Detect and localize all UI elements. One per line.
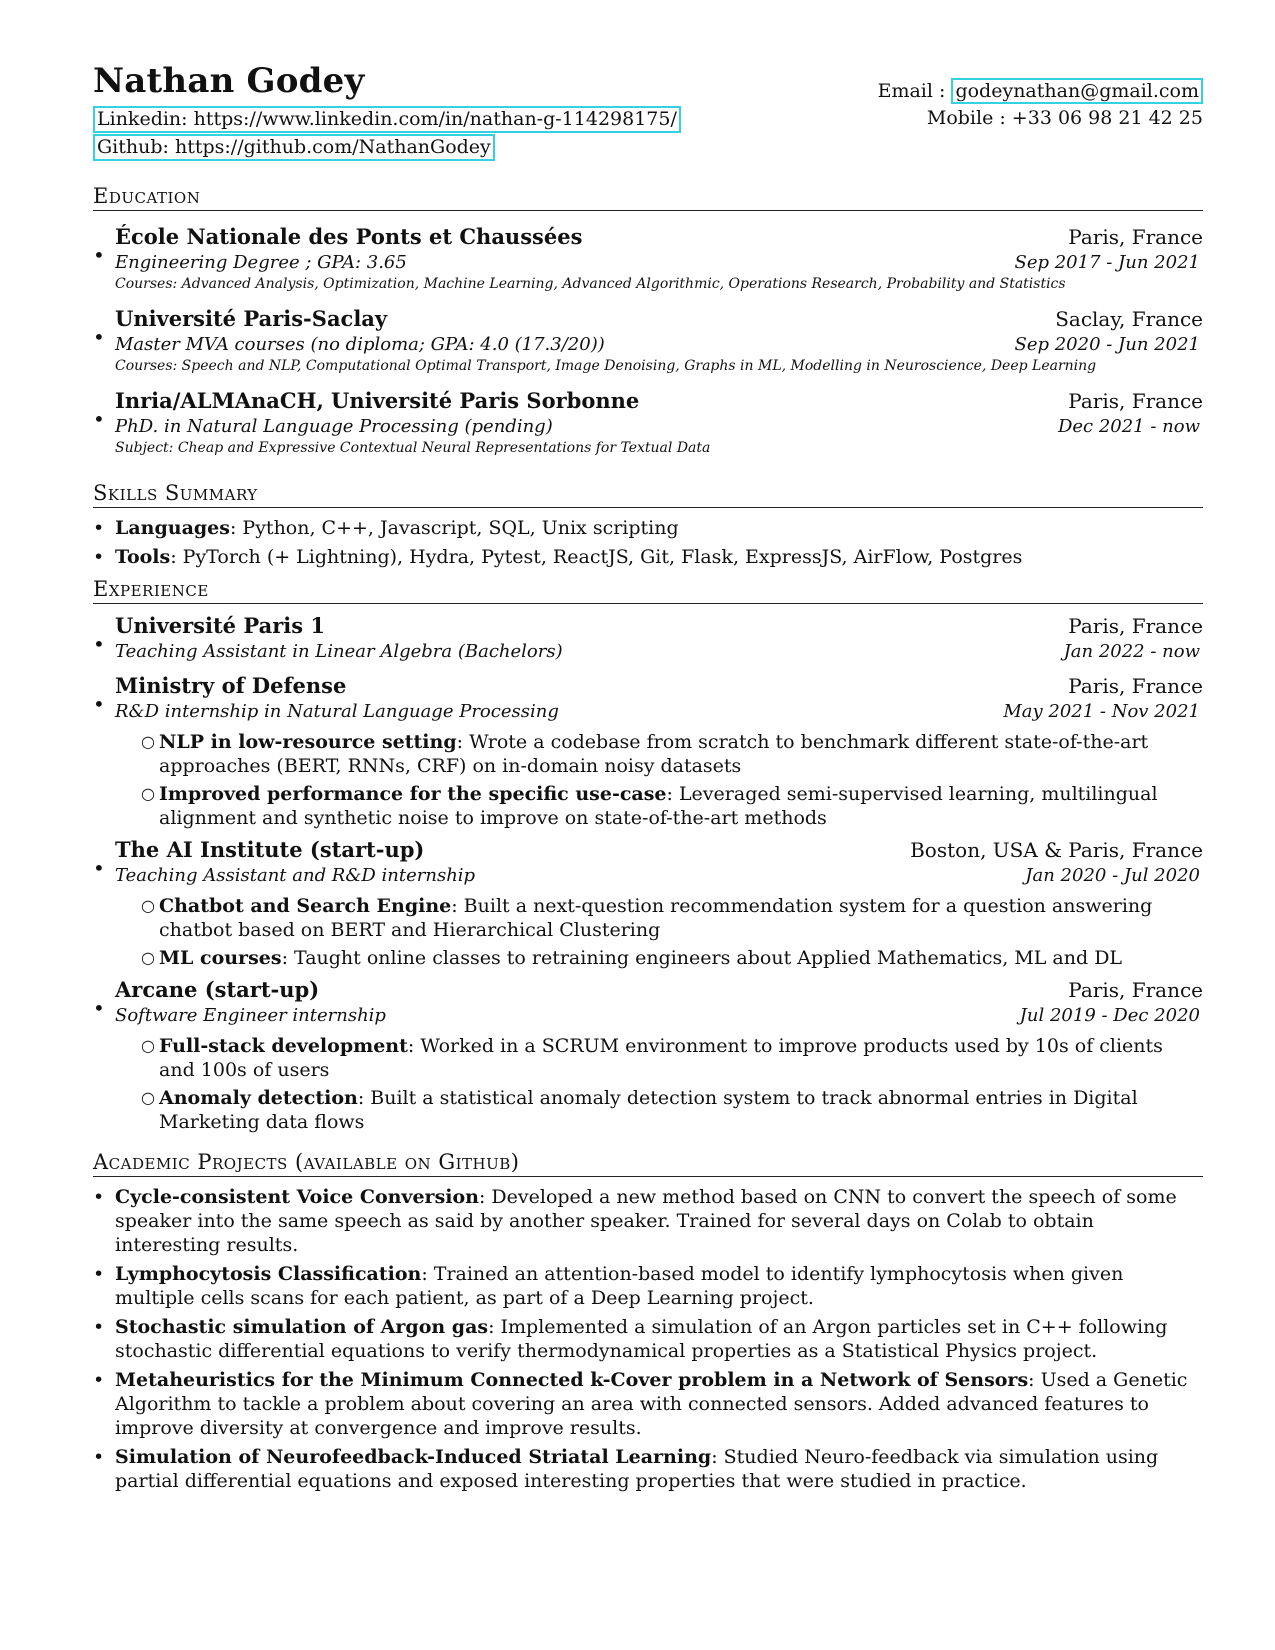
location: Paris, France [1068, 225, 1203, 249]
institution-name: Inria/ALMAnaCH, Université Paris Sorbonne [115, 388, 640, 413]
institution-name: Université Paris-Saclay [115, 306, 388, 331]
email-link[interactable]: godeynathan@gmail.com [951, 78, 1203, 104]
dates: Dec 2021 - now [1057, 416, 1200, 437]
project-text: : Developed a new method based on CNN to convert the speech of some speaker into the same speech as said by another speaker. Trained for several days on Colab to obtain interesting results. [115, 1186, 1177, 1256]
courses-note: Courses: Advanced Analysis, Optimization, Machine Learning, Advanced Algorithmic, Operations Research, Probability and Statistics [115, 276, 1066, 292]
degree: Engineering Degree ; GPA: 3.65 [115, 252, 407, 273]
skill-label: Languages [115, 517, 230, 539]
experience-entry [93, 612, 1203, 664]
location: Paris, France [1068, 674, 1203, 698]
project-text: : Used a Genetic Algorithm to tackle a problem about covering an area with connected sensors. Added advanced features to improve diversity at convergence and improve results. [115, 1369, 1188, 1439]
institution-name: École Nationale des Ponts et Chaussées [115, 224, 583, 249]
role: R&D internship in Natural Language Processing [115, 701, 559, 722]
bullet-icon: • [93, 1316, 105, 1338]
bullet-icon: • [93, 517, 105, 539]
education-entry [93, 387, 1203, 457]
employer-name: The AI Institute (start-up) [115, 837, 425, 862]
location: Paris, France [1068, 614, 1203, 638]
list-item [93, 1262, 1203, 1310]
bullet-icon: • [93, 243, 105, 267]
bullet-icon: • [93, 546, 105, 568]
bullet-label: Full-stack development [159, 1035, 408, 1057]
dates: Jan 2020 - Jul 2020 [1025, 865, 1200, 886]
projects-list [93, 1185, 1203, 1493]
list-item [141, 782, 1203, 830]
bullet-icon: • [93, 692, 105, 716]
resume-header [93, 62, 1203, 164]
circle-bullet-icon: ○ [141, 732, 155, 751]
experience-entry [93, 976, 1203, 1028]
location: Boston, USA & Paris, France [910, 838, 1203, 862]
role: Teaching Assistant and R&D internship [115, 865, 476, 886]
circle-bullet-icon: ○ [141, 896, 155, 915]
experience-entry [93, 672, 1203, 724]
bullet-icon: • [93, 1369, 105, 1391]
bullet-label: Chatbot and Search Engine [159, 895, 452, 917]
contact-block [878, 78, 1203, 132]
project-label: Simulation of Neurofeedback-Induced Striatal Learning [115, 1446, 712, 1468]
list-item [93, 516, 1203, 540]
skill-text: : PyTorch (+ Lightning), Hydra, Pytest, ReactJS, Git, Flask, ExpressJS, AirFlow, Postgres [170, 546, 1023, 568]
skills-list [93, 516, 1203, 569]
location: Paris, France [1068, 389, 1203, 413]
dates: May 2021 - Nov 2021 [1003, 701, 1200, 722]
skill-text: : Python, C++, Javascript, SQL, Unix scripting [229, 517, 679, 539]
circle-bullet-icon: ○ [141, 1036, 155, 1055]
bullet-text: : Leveraged semi-supervised learning, multilingual alignment and synthetic noise to improve on state-of-the-art methods [159, 783, 1158, 829]
project-label: Lymphocytosis Classification [115, 1263, 422, 1285]
list-item [141, 730, 1203, 778]
project-text: : Studied Neuro-feedback via simulation using partial differential equations and exposed interesting properties that were studied in practice. [115, 1446, 1159, 1492]
project-text: : Trained an attention-based model to identify lymphocytosis when given multiple cells scans for each patient, as part of a Deep Learning project. [115, 1263, 1124, 1309]
bullet-label: Improved performance for the specific use-case [159, 783, 667, 805]
list-item [141, 946, 1203, 970]
list-item [93, 545, 1203, 569]
mobile-line: Mobile : +33 06 98 21 42 25 [926, 107, 1203, 129]
bullet-icon: • [93, 856, 105, 880]
location: Paris, France [1068, 978, 1203, 1002]
bullet-label: ML courses [159, 947, 282, 969]
experience-heading: Experience [93, 577, 1203, 604]
bullet-text: : Built a next-question recommendation system for a question answering chatbot based on BERT and Hierarchical Clustering [159, 895, 1153, 941]
bullet-text: : Taught online classes to retraining engineers about Applied Mathematics, ML and DL [281, 947, 1123, 969]
bullet-text: : Worked in a SCRUM environment to improve products used by 10s of clients and 100s of users [159, 1035, 1163, 1081]
candidate-name: Nathan Godey [93, 61, 365, 101]
circle-bullet-icon: ○ [141, 948, 155, 967]
linkedin-link[interactable]: Linkedin: https://www.linkedin.com/in/nathan-g-114298175/ [93, 106, 681, 133]
degree: PhD. in Natural Language Processing (pending) [115, 416, 553, 437]
bullet-text: : Wrote a codebase from scratch to benchmark different state-of-the-art approaches (BERT, RNNs, CRF) on in-domain noisy datasets [159, 731, 1149, 777]
experience-bullets [93, 894, 1203, 970]
bullet-icon: • [93, 325, 105, 349]
experience-entry [93, 836, 1203, 888]
project-text: : Implemented a simulation of an Argon particles set in C++ following stochastic differential equations to verify thermodynamical properties as a Statistical Physics project. [115, 1316, 1168, 1362]
email-label: Email : [877, 80, 952, 102]
subject-note: Subject: Cheap and Expressive Contextual Neural Representations for Textual Data [115, 440, 711, 456]
list-item [93, 1315, 1203, 1363]
dates: Sep 2017 - Jun 2021 [1014, 252, 1200, 273]
list-item [141, 1086, 1203, 1134]
role: Software Engineer internship [115, 1005, 386, 1026]
courses-note: Courses: Speech and NLP, Computational Optimal Transport, Image Denoising, Graphs in ML, Modelling in Neuroscience, Deep Learning [115, 358, 1097, 374]
location: Saclay, France [1055, 307, 1203, 331]
circle-bullet-icon: ○ [141, 1088, 155, 1107]
email-line [878, 78, 1203, 105]
list-item [141, 1034, 1203, 1082]
education-entry [93, 223, 1203, 293]
bullet-icon: • [93, 407, 105, 431]
bullet-label: NLP in low-resource setting [159, 731, 457, 753]
bullet-icon: • [93, 1263, 105, 1285]
circle-bullet-icon: ○ [141, 784, 155, 803]
list-item [141, 894, 1203, 942]
resume-page [93, 62, 1203, 1498]
experience-bullets [93, 1034, 1203, 1134]
dates: Sep 2020 - Jun 2021 [1014, 334, 1200, 355]
degree: Master MVA courses (no diploma; GPA: 4.0 (17.3/20)) [115, 334, 605, 355]
list-item [93, 1185, 1203, 1257]
bullet-icon: • [93, 632, 105, 656]
project-label: Metaheuristics for the Minimum Connected k-Cover problem in a Network of Sensors [115, 1369, 1029, 1391]
list-item [93, 1368, 1203, 1440]
project-label: Cycle-consistent Voice Conversion [115, 1186, 479, 1208]
projects-heading: Academic Projects (available on Github) [93, 1150, 1203, 1177]
dates: Jul 2019 - Dec 2020 [1019, 1005, 1200, 1026]
project-label: Stochastic simulation of Argon gas [115, 1316, 489, 1338]
bullet-icon: • [93, 1446, 105, 1468]
list-item [93, 1445, 1203, 1493]
experience-bullets [93, 730, 1203, 830]
skill-label: Tools [115, 546, 171, 568]
bullet-icon: • [93, 1186, 105, 1208]
role: Teaching Assistant in Linear Algebra (Bachelors) [115, 641, 563, 662]
skills-heading: Skills Summary [93, 481, 1203, 508]
employer-name: Arcane (start-up) [115, 977, 320, 1002]
education-entry [93, 305, 1203, 375]
education-heading: Education [93, 184, 1203, 211]
bullet-label: Anomaly detection [159, 1087, 358, 1109]
employer-name: Université Paris 1 [115, 613, 325, 638]
github-link[interactable]: Github: https://github.com/NathanGodey [93, 134, 495, 161]
dates: Jan 2022 - now [1063, 641, 1200, 662]
bullet-text: : Built a statistical anomaly detection system to track abnormal entries in Digital Marketing data flows [159, 1087, 1138, 1133]
employer-name: Ministry of Defense [115, 673, 347, 698]
bullet-icon: • [93, 996, 105, 1020]
